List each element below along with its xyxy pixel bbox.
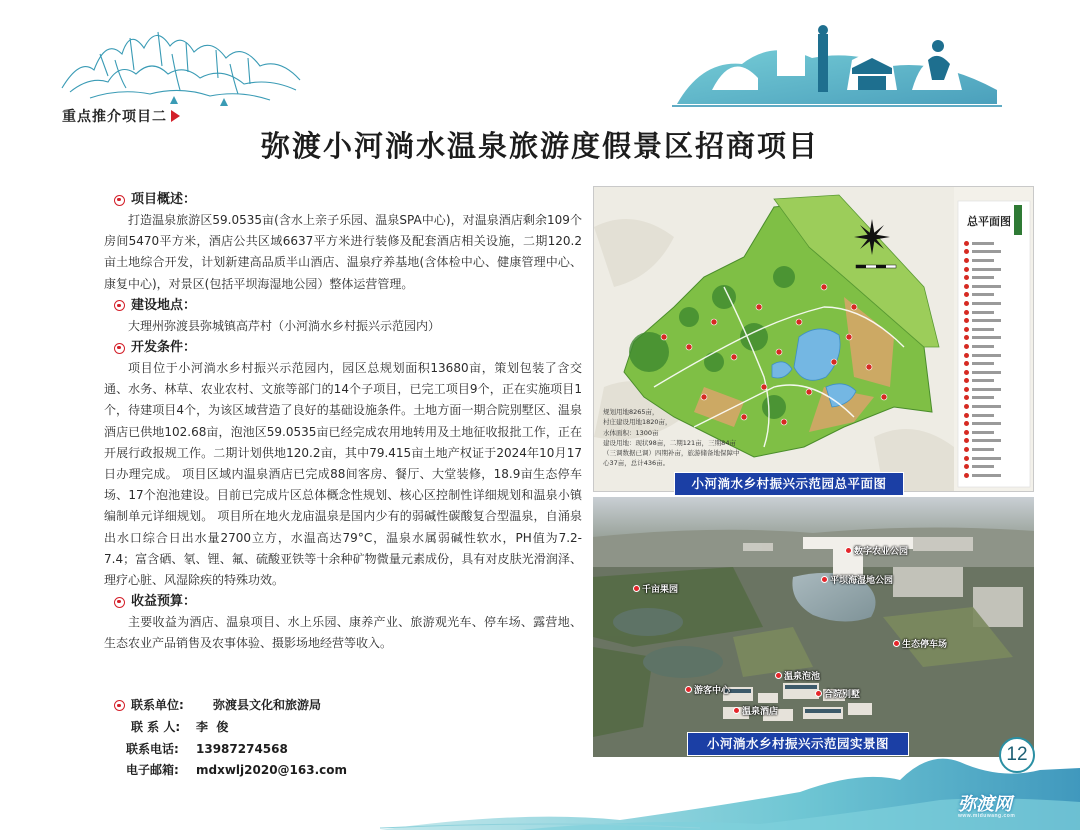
legend-dot-icon (964, 464, 969, 469)
contact-row (114, 717, 574, 739)
legend-text-placeholder (972, 431, 994, 434)
section-body: 主要收益为酒店、温泉项目、水上乐园、康养产业、旅游观光车、停车场、露营地、生态农业产品销售及农事体验、摄影场地经营等收入。 (104, 615, 582, 651)
aerial-label-text: 游客中心 (694, 686, 731, 696)
aerial-label (815, 687, 860, 700)
section-body: 项目位于小河淌水乡村振兴示范园内，园区总规划面积13680亩，策划包装了含交通、水务、林草、农业农村、文旅等部门的14个子项目，已完工项目9个，正在实施项目1个，待建项目4个，为该区域营造了良好的基础设施条件。土地方面一期合院别墅区、温泉酒店已供地102.68亩，泡池区59.0535亩已经完成农用地转用及土地征收报批工作，正在开展行政报规工作。二期计划供地120.2亩，其中79.415亩土地产权证于2024年10月17日办理完成。 项目区域内温泉酒店已完成88间客房、餐厅、大堂装修，18.9亩生态停车场、17个泡池建设。目前已完成片区总体概念性规划、核心区控制性详细规划和温泉小镇编制单元详细规划。 项目所在地火龙庙温泉是国内少有的弱碱性碳酸复合型温泉，自涌泉出水口综合日出水量2700立方，水温高达79°C，温泉水属弱碱性软水，PH值为7.2-7.4；富含硒、氡、锂、氟、硫酸亚铁等十余种矿物微量元素成份，具有对皮肤光滑润泽、理疗心脏、风湿除疾的特殊功效。 (104, 361, 582, 588)
project-description (104, 190, 582, 656)
legend-text-placeholder (972, 422, 1001, 425)
legend-item (964, 385, 1024, 394)
aerial-label (633, 582, 678, 595)
legend-item (964, 325, 1024, 334)
legend-dot-icon (964, 318, 969, 323)
aerial-label-text: 千亩果园 (642, 585, 679, 595)
legend-dot-icon (964, 387, 969, 392)
legend-dot-icon (964, 456, 969, 461)
plan-stat-line: 心37亩，总计436亩。 (603, 459, 670, 468)
legend-dot-icon (964, 421, 969, 426)
plan-stat-line: 水体面积：1300亩 (603, 428, 659, 437)
watermark-text: 弥渡网 (958, 794, 1012, 814)
pin-icon (821, 576, 828, 583)
legend-text-placeholder (972, 336, 1001, 339)
pin-icon (633, 585, 640, 592)
legend-text-placeholder (972, 268, 1001, 271)
plan-stats (603, 407, 765, 469)
legend-title: 总平面图 (967, 215, 1011, 228)
legend-text-placeholder (972, 319, 1001, 322)
legend-dot-icon (964, 430, 969, 435)
section-revenue (104, 592, 582, 654)
legend-dot-icon (964, 353, 969, 358)
legend-item (964, 273, 1024, 282)
legend-item (964, 316, 1024, 325)
legend-item (964, 454, 1024, 463)
legend-dot-icon (964, 241, 969, 246)
aerial-label (893, 637, 947, 650)
legend-list (964, 239, 1024, 480)
section-body: 打造温泉旅游区59.0535亩(含水上亲子乐园、温泉SPA中心)，对温泉酒店剩余109个房间5470平方米，酒店公共区域6637平方米进行装修及配套酒店相关设施，二期120.2亩土地综合开发，计划新建高品质半山酒店、温泉疗养基地(含体检中心、健康管理中心、康复中心)，对景区(包括平坝海湿地公园）整体运营管理。 (104, 213, 582, 291)
legend-text-placeholder (972, 242, 994, 245)
aerial-label (685, 683, 730, 696)
plan-stat-line: 规划用地8265亩， (603, 408, 659, 416)
section-body: 大理州弥渡县弥城镇高芹村（小河淌水乡村振兴示范园内） (128, 318, 441, 333)
contact-label: 联 系 人: (131, 719, 181, 734)
legend-text-placeholder (972, 414, 994, 417)
contact-row (114, 695, 574, 717)
legend-text-placeholder (972, 405, 1001, 408)
pin-icon (775, 672, 782, 679)
section-heading-text: 开发条件： (131, 340, 197, 356)
aerial-photo-drawing (593, 497, 1034, 757)
legend-text-placeholder (972, 379, 994, 382)
legend-text-placeholder (972, 474, 1001, 477)
bullet-icon (114, 343, 125, 354)
legend-text-placeholder (972, 302, 1001, 305)
legend-text-placeholder (972, 354, 1001, 357)
legend-item (964, 342, 1024, 351)
legend-item (964, 419, 1024, 428)
contact-value: 弥渡县文化和旅游局 (213, 698, 322, 712)
aerial-label-text: 温泉酒店 (742, 707, 779, 717)
legend-text-placeholder (972, 396, 994, 399)
legend-text-placeholder (972, 371, 1001, 374)
section-tag-text: 重点推介项目二 (62, 109, 167, 125)
watermark-url: www.miduwang.com (958, 813, 1016, 819)
legend-text-placeholder (972, 362, 994, 365)
aerial-label (733, 704, 778, 717)
aerial-photo (593, 497, 1034, 757)
legend-dot-icon (964, 344, 969, 349)
watermark (958, 790, 1025, 819)
bullet-icon (114, 300, 125, 311)
plan-stat-line: 村庄建设用地1820亩， (603, 418, 672, 427)
section-overview (104, 190, 582, 295)
legend-item (964, 445, 1024, 454)
legend-item (964, 308, 1024, 317)
contact-label: 联系单位: (131, 698, 184, 712)
pin-icon (845, 547, 852, 554)
legend-text-placeholder (972, 345, 994, 348)
section-tag (62, 106, 180, 126)
aerial-label-text: 数字农业公园 (854, 547, 909, 557)
legend-item (964, 351, 1024, 360)
legend-item (964, 299, 1024, 308)
legend-text-placeholder (972, 465, 994, 468)
legend-dot-icon (964, 395, 969, 400)
legend-dot-icon (964, 473, 969, 478)
legend-dot-icon (964, 310, 969, 315)
legend-item (964, 402, 1024, 411)
landmark-illustration (672, 20, 1002, 110)
legend-dot-icon (964, 361, 969, 366)
page-title: 弥渡小河淌水温泉旅游度假景区招商项目 (260, 129, 819, 163)
section-heading-text: 收益预算： (131, 594, 197, 610)
legend-item (964, 368, 1024, 377)
contact-label: 联系电话: (126, 741, 179, 756)
legend-text-placeholder (972, 259, 994, 262)
legend-item (964, 359, 1024, 368)
legend-item (964, 239, 1024, 248)
legend-dot-icon (964, 447, 969, 452)
contact-value[interactable]: mdxwlj2020@163.com (196, 763, 348, 778)
master-plan-image (593, 186, 1034, 492)
legend-text-placeholder (972, 250, 1001, 253)
legend-text-placeholder (972, 448, 994, 451)
aerial-label-text: 平坝海湿地公园 (830, 576, 894, 586)
legend-text-placeholder (972, 285, 1001, 288)
legend-item (964, 471, 1024, 480)
section-heading-text: 建设地点： (131, 297, 197, 313)
bullet-icon (114, 195, 125, 206)
legend-dot-icon (964, 258, 969, 263)
legend-text-placeholder (972, 457, 1001, 460)
legend-item (964, 265, 1024, 274)
section-heading (104, 592, 582, 612)
legend-item (964, 256, 1024, 265)
contact-value: 13987274568 (196, 741, 288, 756)
legend-text-placeholder (972, 328, 994, 331)
plan-stat-line: （三调数据已调）四期补亩，旅游储备地保障中 (603, 449, 740, 458)
pin-icon (815, 690, 822, 697)
pin-icon (733, 707, 740, 714)
section-heading (104, 296, 582, 316)
legend-item (964, 437, 1024, 446)
legend-dot-icon (964, 413, 969, 418)
legend-item (964, 291, 1024, 300)
section-heading (104, 338, 582, 358)
legend-text-placeholder (972, 388, 1001, 391)
legend-text-placeholder (972, 311, 994, 314)
legend-text-placeholder (972, 293, 994, 296)
legend-dot-icon (964, 438, 969, 443)
pin-icon (685, 686, 692, 693)
pin-icon (893, 640, 900, 647)
legend-item (964, 377, 1024, 386)
aerial-label (821, 573, 893, 586)
section-conditions (104, 338, 582, 591)
legend-dot-icon (964, 370, 969, 375)
contact-label: 电子邮箱: (126, 763, 179, 778)
legend-item (964, 282, 1024, 291)
legend-text-placeholder (972, 439, 1001, 442)
aerial-label-text: 生态停车场 (902, 640, 948, 650)
legend-item (964, 394, 1024, 403)
aerial-label (845, 544, 908, 557)
legend-dot-icon (964, 301, 969, 306)
page-number: 12 (999, 737, 1035, 773)
legend-dot-icon (964, 378, 969, 383)
plan-stat-line: 建设用地：现状98亩，二期121亩，三期84亩 (603, 438, 736, 447)
section-location (104, 296, 582, 337)
legend-dot-icon (964, 284, 969, 289)
aerial-caption: 小河淌水乡村振兴示范园实景图 (687, 732, 909, 756)
aerial-label (775, 669, 820, 682)
footer-wave-decoration (0, 740, 1080, 830)
legend-dot-icon (964, 292, 969, 297)
legend-item (964, 428, 1024, 437)
aerial-label-text: 合院别墅 (824, 690, 861, 700)
legend-item (964, 462, 1024, 471)
legend-dot-icon (964, 249, 969, 254)
legend-dot-icon (964, 327, 969, 332)
section-heading (104, 190, 582, 210)
aerial-label-text: 温泉泡池 (784, 672, 821, 682)
legend-item (964, 248, 1024, 257)
legend-dot-icon (964, 275, 969, 280)
legend-item (964, 411, 1024, 420)
arrow-icon (171, 110, 180, 122)
section-heading-text: 项目概述： (131, 192, 197, 207)
legend-text-placeholder (972, 276, 994, 279)
plan-caption: 小河淌水乡村振兴示范园总平面图 (674, 472, 904, 496)
bullet-icon (114, 700, 125, 711)
bullet-icon (114, 597, 125, 608)
contact-value: 李 俊 (196, 719, 229, 734)
legend-item (964, 334, 1024, 343)
legend-dot-icon (964, 404, 969, 409)
legend-dot-icon (964, 267, 969, 272)
legend-dot-icon (964, 335, 969, 340)
